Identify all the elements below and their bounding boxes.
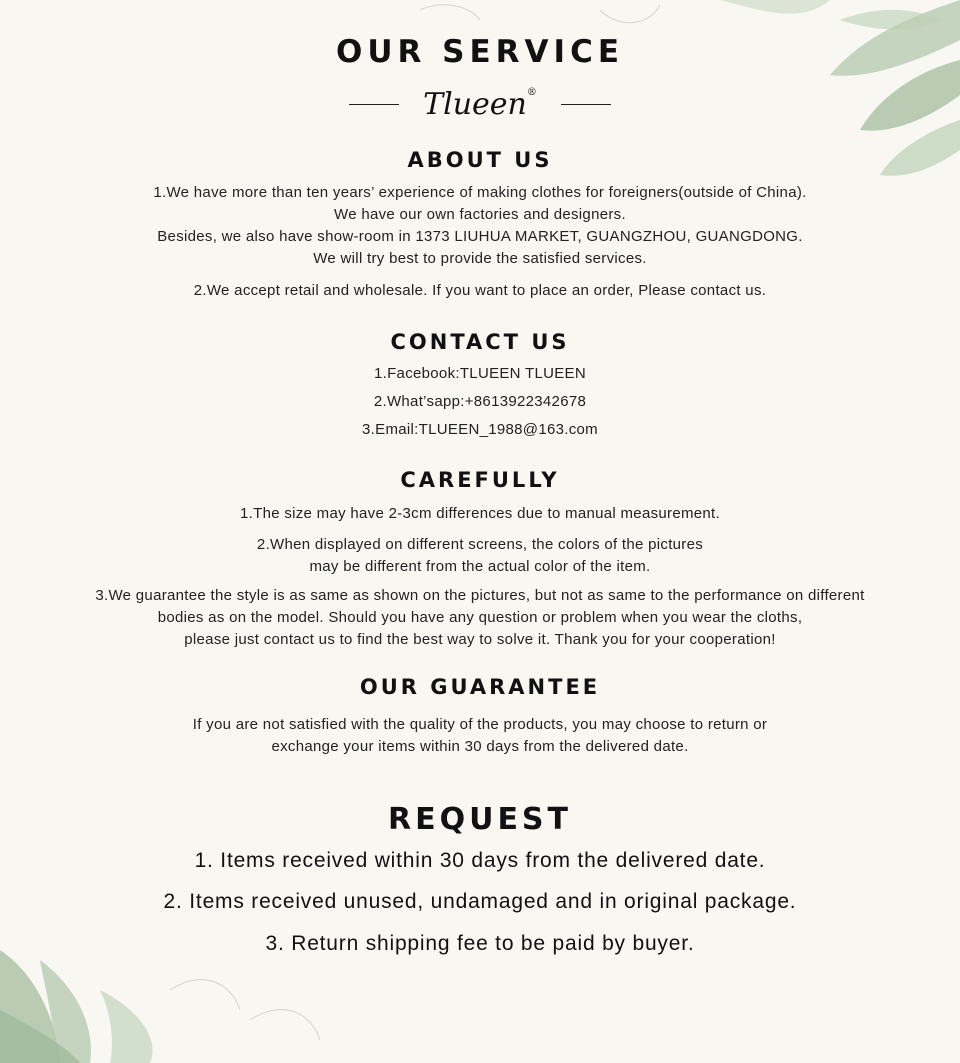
leaf-decoration-bottom-left-icon — [0, 950, 153, 1063]
brand-name: Tlueen — [423, 86, 527, 122]
about-text: 1.We have more than ten years’ experience of making clothes for foreigners(outside of China). — [153, 184, 807, 201]
carefully-text: please just contact us to find the best way to solve it. Thank you for your cooperation! — [184, 631, 776, 648]
brand-row — [0, 82, 960, 126]
contact-facebook: 1.Facebook:TLUEEN TLUEEN — [373, 365, 586, 382]
divider-left — [349, 104, 399, 105]
divider-right — [561, 104, 611, 105]
carefully-text: 3.We guarantee the style is as same as shown on the pictures, but not as same to the performance on different — [95, 587, 865, 604]
carefully-text: bodies as on the model. Should you have any question or problem when you wear the cloths, — [157, 609, 803, 626]
about-text: Besides, we also have show-room in 1373 LIUHUA MARKET, GUANGZHOU, GUANGDONG. — [157, 228, 803, 245]
contact-whatsapp: 2.What’sapp:+8613922342678 — [373, 393, 587, 410]
about-title: ABOUT US — [407, 148, 553, 172]
carefully-title: CAREFULLY — [400, 468, 560, 492]
guarantee-title: OUR GUARANTEE — [359, 675, 601, 699]
request-item: 1. Items received within 30 days from the delivered date. — [194, 849, 766, 872]
request-title: REQUEST — [387, 802, 573, 837]
contact-title: CONTACT US — [390, 330, 570, 354]
request-item: 2. Items received unused, undamaged and in original package. — [163, 890, 797, 913]
carefully-text: 2.When displayed on different screens, the colors of the pictures — [256, 536, 704, 553]
request-item: 3. Return shipping fee to be paid by buyer. — [265, 932, 695, 955]
brand-logo — [417, 87, 543, 122]
carefully-text: 1.The size may have 2-3cm differences due to manual measurement. — [240, 505, 720, 522]
guarantee-text: If you are not satisfied with the quality of the products, you may choose to return or — [192, 716, 768, 733]
about-text: 2.We accept retail and wholesale. If you want to place an order, Please contact us. — [193, 282, 767, 299]
contact-email: 3.Email:TLUEEN_1988@163.com — [362, 421, 598, 438]
guarantee-text: exchange your items within 30 days from the delivered date. — [271, 738, 689, 755]
page-title: OUR SERVICE — [335, 34, 624, 70]
about-text: We have our own factories and designers. — [334, 206, 626, 223]
registered-mark: ® — [526, 86, 537, 98]
carefully-text: may be different from the actual color of the item. — [309, 558, 651, 575]
about-text: We will try best to provide the satisfied services. — [313, 250, 647, 267]
